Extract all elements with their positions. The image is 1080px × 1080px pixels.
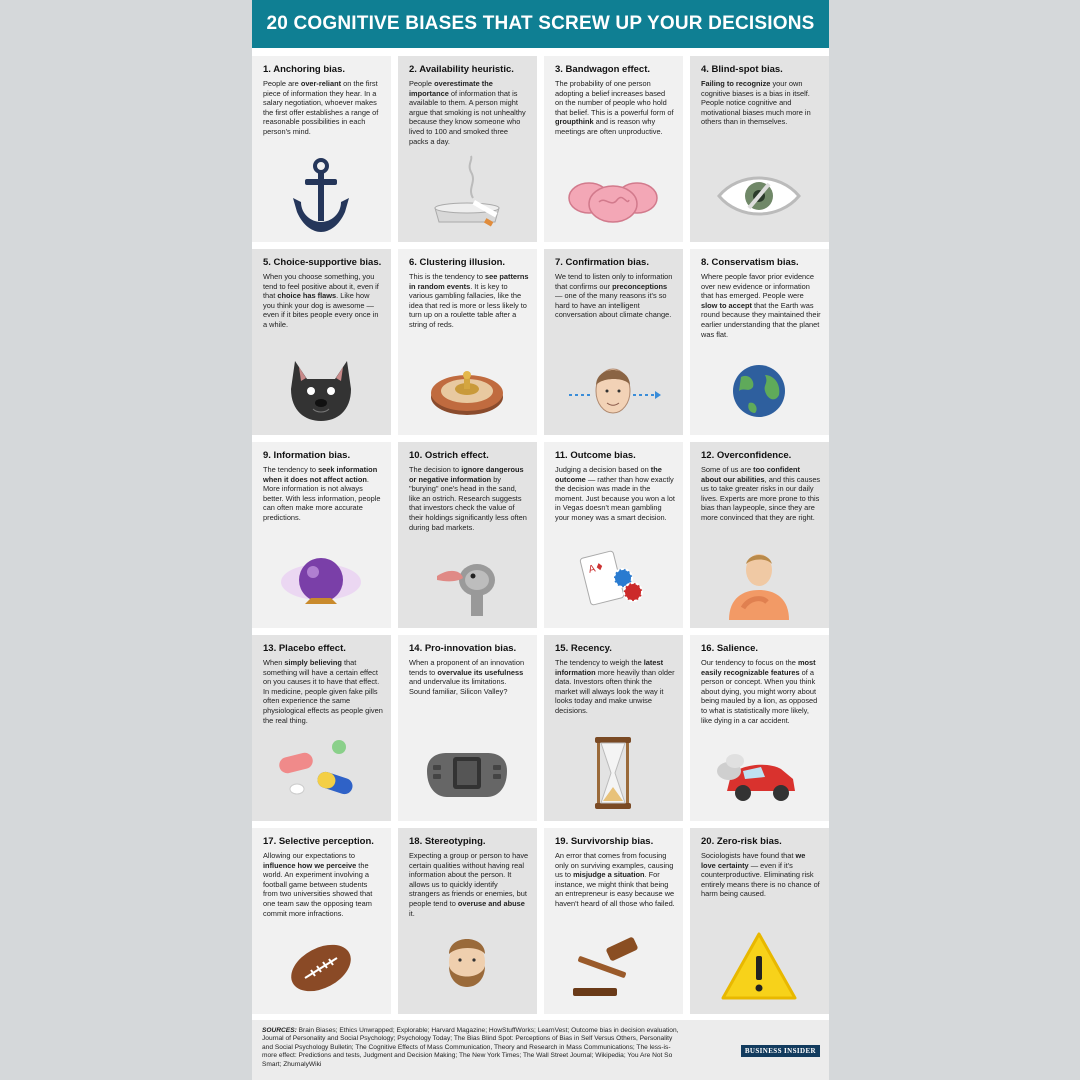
- phone-icon: [417, 731, 517, 817]
- bias-description: Allowing our expectations to influence how we perceive the world. An experiment involving a football game between students from two universities showed that one team saw the opposing team commit more infractions.: [263, 851, 373, 918]
- bias-description: An error that comes from focusing only on surviving examples, causing us to misjudge a situation. For instance, we might think that being an entrepreneur is easy because we haven't heard of all those who failed.: [555, 851, 675, 908]
- football-icon: [271, 924, 371, 1010]
- bias-title: 14. Pro-innovation bias.: [409, 643, 517, 654]
- bias-title: 13. Placebo effect.: [263, 643, 346, 654]
- bias-description: When a proponent of an innovation tends to overvalue its usefulness and undervalue its limitations. Sound familiar, Silicon Valley?: [409, 658, 525, 696]
- roulette-wheel-icon: [417, 345, 517, 431]
- bias-card: [544, 56, 683, 242]
- bias-card: [398, 828, 537, 1014]
- bias-title: 4. Blind-spot bias.: [701, 64, 783, 75]
- bias-card: [690, 249, 829, 435]
- bias-card: [398, 442, 537, 628]
- bias-title: 19. Survivorship bias.: [555, 836, 654, 847]
- bias-description: Sociologists have found that we love certainty — even if it's counterproductive. Eliminating risk entirely means there is no chance of harm being caused.: [701, 851, 820, 899]
- footer: [252, 1020, 829, 1080]
- business-insider-logo: BUSINESS INSIDER: [741, 1045, 820, 1057]
- bias-description: People are over-reliant on the first piece of information they hear. In a salary negotiation, whoever makes the first offer establishes a range of reasonable possibilities in each person's mind.: [263, 79, 379, 136]
- bias-description: The tendency to seek information when it does not affect action. More information is not always better. With less information, people can often make more accurate predictions.: [263, 465, 381, 522]
- bias-description: This is the tendency to see patterns in random events. It is key to various gambling fallacies, like the idea that red is more or less likely to turn up on a roulette table after a string of reds.: [409, 272, 529, 329]
- bias-card: [252, 442, 391, 628]
- hourglass-icon: [563, 731, 663, 817]
- bias-title: 5. Choice-supportive bias.: [263, 257, 382, 268]
- bias-card: [544, 442, 683, 628]
- bias-description: Some of us are too confident about our abilities, and this causes us to take greater risks in our daily lives. Experts are more prone to this bias than laypeople, since they are more convinced that they are right.: [701, 465, 821, 522]
- anchor-icon: [271, 152, 371, 238]
- bias-card: [544, 249, 683, 435]
- bias-title: 10. Ostrich effect.: [409, 450, 489, 461]
- bias-card: [690, 56, 829, 242]
- crossed-eye-icon: [709, 152, 809, 238]
- bias-description: People overestimate the importance of information that is available to them. A person might argue that smoking is not unhealthy because they know someone who lived to 100 and smoked three packs a day.: [409, 79, 526, 146]
- bias-grid: [252, 56, 829, 1014]
- bias-title: 6. Clustering illusion.: [409, 257, 506, 268]
- warning-icon: [709, 924, 809, 1010]
- bias-title: 3. Bandwagon effect.: [555, 64, 651, 75]
- head-arrow-icon: [563, 345, 663, 431]
- bias-title: 8. Conservatism bias.: [701, 257, 799, 268]
- bias-description: When you choose something, you tend to feel positive about it, even if that choice has flaws. Like how you think your dog is awesome — even if it bites people every once in a while.: [263, 272, 379, 329]
- bias-card: [690, 635, 829, 821]
- bias-title: 11. Outcome bias.: [555, 450, 636, 461]
- sources-text: [262, 1027, 682, 1069]
- page-title: 20 COGNITIVE BIASES THAT SCREW UP YOUR DECISIONS: [252, 0, 829, 48]
- bias-title: 20. Zero-risk bias.: [701, 836, 782, 847]
- bias-card: [690, 442, 829, 628]
- ostrich-icon: [417, 538, 517, 624]
- bias-description: Failing to recognize your own cognitive biases is a bias in itself. People notice cognitive and motivational biases much more in others than in themselves.: [701, 79, 811, 127]
- bias-card: [252, 828, 391, 1014]
- bias-card: [252, 249, 391, 435]
- bias-title: 1. Anchoring bias.: [263, 64, 345, 75]
- bias-card: [398, 56, 537, 242]
- bias-title: 12. Overconfidence.: [701, 450, 792, 461]
- brains-icon: [563, 152, 663, 238]
- bias-description: We tend to listen only to information that confirms our preconceptions — one of the many reasons it's so hard to have an intelligent conversation about climate change.: [555, 272, 673, 320]
- sources-label: SOURCES:: [262, 1027, 297, 1034]
- bias-title: 17. Selective perception.: [263, 836, 374, 847]
- bias-title: 9. Information bias.: [263, 450, 351, 461]
- bias-card: [252, 635, 391, 821]
- bias-title: 16. Salience.: [701, 643, 759, 654]
- bias-description: When simply believing that something will have a certain effect on you causes it to have that effect. In medicine, people given fake pills often experience the same physiological effects as people given the real thing.: [263, 658, 383, 725]
- bias-card: [544, 828, 683, 1014]
- bias-description: The tendency to weigh the latest information more heavily than older data. Investors often think the market will always look the way it looks today and make unwise decisions.: [555, 658, 675, 715]
- bulldog-icon: [271, 345, 371, 431]
- gavel-icon: [563, 924, 663, 1010]
- bias-description: Expecting a group or person to have certain qualities without having real information about the person. It allows us to quickly identify strangers as friends or enemies, but people tend to overuse and abuse it.: [409, 851, 529, 918]
- bias-title: 7. Confirmation bias.: [555, 257, 649, 268]
- bias-card: [690, 828, 829, 1014]
- bias-description: Our tendency to focus on the most easily recognizable features of a person or concept. When you think about dying, you might worry about being mauled by a lion, as opposed to what is statistically more likely, like dying in a car accident.: [701, 658, 818, 725]
- bearded-man-icon: [417, 924, 517, 1010]
- crystal-ball-icon: [271, 538, 371, 624]
- ashtray-cigarette-icon: [417, 152, 517, 238]
- bias-description: The decision to ignore dangerous or negative information by "burying" one's head in the sand, like an ostrich. Research suggests that investors check the value of their holdings significantly less often during bad markets.: [409, 465, 527, 532]
- bias-card: [398, 249, 537, 435]
- pills-icon: [271, 731, 371, 817]
- bias-title: 2. Availability heuristic.: [409, 64, 514, 75]
- bias-description: Where people favor prior evidence over new evidence or information that has emerged. People were slow to accept that the Earth was round because they maintained their earlier understanding that the planet was flat.: [701, 272, 821, 339]
- bias-title: 15. Recency.: [555, 643, 612, 654]
- sources-list: Brain Biases; Ethics Unwrapped; Explorable; Harvard Magazine; HowStuffWorks; LearnVest; Outcome bias in decision evaluation, Journal of Personality and Social Psychology; Psychology Today; The Bias Blind Spot: Perceptions of Bias in Self Versus Others, Personality and Social Psychology Bulletin; The Cognitive Effects of Mass Communication, Theory and Research in Mass Communications; The less-is-more effect: Predictions and tests, Judgment and Decision Making; The New York Times; The Wall Street Journal; Wikipedia; You Are Not So Smart; ZhurnalyWiki: [262, 1027, 679, 1068]
- infographic-sheet: [252, 0, 829, 1080]
- bias-card: [398, 635, 537, 821]
- bias-card: [252, 56, 391, 242]
- bias-description: The probability of one person adopting a belief increases based on the number of people who hold that belief. This is a powerful form of groupthink and is reason why meetings are often unproductive.: [555, 79, 674, 136]
- svg-text:A♦: A♦: [587, 561, 606, 576]
- bias-description: Judging a decision based on the outcome — rather than how exactly the decision was made in the moment. Just because you won a lot in Vegas doesn't mean gambling your money was a smart decision.: [555, 465, 675, 522]
- bias-card: [544, 635, 683, 821]
- crashed-car-icon: [709, 731, 809, 817]
- bias-title: 18. Stereotyping.: [409, 836, 486, 847]
- confident-man-icon: [709, 538, 809, 624]
- cards-chips-icon: [563, 538, 663, 624]
- globe-icon: [709, 345, 809, 431]
